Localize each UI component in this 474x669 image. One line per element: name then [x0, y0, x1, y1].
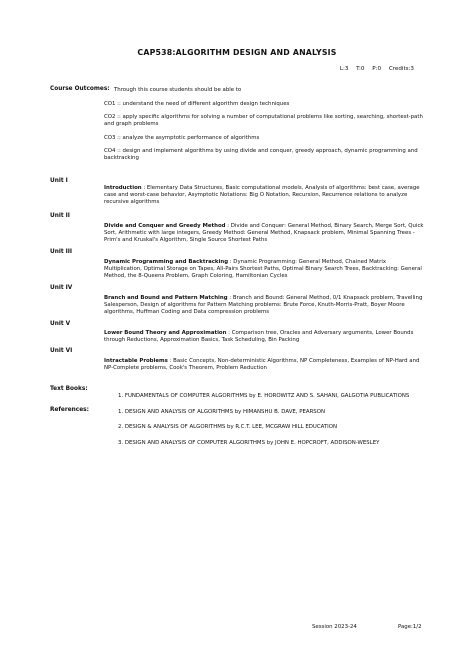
- lecture-hours: L:3: [339, 66, 349, 72]
- unit-3-label: Unit III: [50, 249, 73, 255]
- session-footer: Session 2023-24: [312, 624, 357, 630]
- unit-1-text: : Elementary Data Structures, Basic computational models, Analysis of algorithms: best case, average case and worst-case behavior, Asymptotic Notations: Big O Notation, Recursion, Recurrence relations to analyze recursive algorithms: [104, 185, 420, 206]
- unit-1-content: [104, 185, 424, 207]
- unit-5-text: : Comparison tree, Oracles and Adversary arguments, Lower Bounds through Reductions, Approximation Basics, Task Scheduling, Bin Packing: [104, 330, 414, 344]
- unit-1-heading: Introduction: [104, 185, 142, 191]
- course-outcomes-label: Course Outcomes:: [50, 86, 110, 92]
- credit-count: Credits:3: [388, 66, 414, 72]
- course-outcome-1: CO1 :: understand the need of different algorithm design techniques: [104, 101, 290, 107]
- reference-2: 2. DESIGN & ANALYSIS OF ALGORITHMS by R.C.T. LEE, MCGRAW HILL EDUCATION: [118, 424, 338, 430]
- unit-4-heading: Branch and Bound and Pattern Matching: [104, 295, 228, 301]
- reference-3: 3. DESIGN AND ANALYSIS OF COMPUTER ALGORITHMS by JOHN E. HOPCROFT, ADDISON-WESLEY: [118, 440, 380, 446]
- unit-4-content: [104, 295, 424, 317]
- unit-3-content: [104, 259, 424, 281]
- tutorial-hours: T:0: [356, 66, 365, 72]
- page-title: CAP538:ALGORITHM DESIGN AND ANALYSIS: [137, 48, 337, 57]
- unit-4-label: Unit IV: [50, 285, 73, 291]
- unit-3-heading: Dynamic Programming and Backtracking: [104, 259, 229, 265]
- unit-4-text: : Branch and Bound: General Method, 0/1 Knapsack problem, Travelling Salesperson, Design of algorithms for Pattern Matching problems: Brute Force, Knuth-Morris-Pratt, Boyer Moore algorithms, Huffman Coding and Data compression problems: [104, 295, 423, 316]
- references-label: References:: [50, 407, 89, 413]
- unit-6-label: Unit VI: [50, 348, 73, 354]
- unit-5-label: Unit V: [50, 321, 71, 327]
- course-outcome-3: CO3 :: analyze the asymptotic performance of algorithms: [104, 135, 260, 141]
- page-number: Page:1/2: [398, 624, 422, 630]
- unit-6-text: : Basic Concepts, Non-deterministic Algorithms, NP Completeness, Examples of NP-Hard and NP-Complete problems, Cook's Theorem, Problem Reduction: [104, 358, 420, 372]
- course-outcome-2: CO2 :: apply specific algorithms for solving a number of computational problems like sorting, searching, shortest-path and graph problems: [104, 114, 423, 128]
- unit-2-text: : Divide and Conquer: General Method, Binary Search, Merge Sort, Quick Sort, Arithmetic with large integers, Greedy Method: General Method, Knapsack problem, Minimal Spanning Trees - Prim's and Kruskal's Algorithm, Single Source Shortest Paths: [104, 223, 424, 244]
- practical-hours: P:0: [372, 66, 382, 72]
- unit-3-text: : Dynamic Programming: General Method, Chained Matrix Multiplication, Optimal Storage on Tapes, All-Pairs Shortest Paths, Optimal Binary Search Trees, Backtracking: General Method, the 8-Queens Problem, Graph Coloring, Hamiltonian Cycles: [104, 259, 422, 280]
- unit-2-heading: Divide and Conquer and Greedy Method: [104, 223, 226, 229]
- course-outcome-4: CO4 :: design and implement algorithms by using divide and conquer, greedy approach, dynamic programming and backtracking: [104, 148, 418, 162]
- course-outcomes-intro: Through this course students should be able to: [114, 87, 242, 93]
- unit-6-heading: Intractable Problems: [104, 358, 168, 364]
- unit-5-content: [104, 330, 424, 344]
- credits-line: [334, 66, 414, 72]
- text-book-1: 1. FUNDAMENTALS OF COMPUTER ALGORITHMS by E. HOROWITZ AND S. SAHANI, GALGOTIA PUBLICATIONS: [118, 393, 410, 399]
- unit-6-content: [104, 358, 424, 372]
- unit-1-label: Unit I: [50, 178, 68, 184]
- unit-2-label: Unit II: [50, 213, 70, 219]
- unit-2-content: [104, 223, 424, 245]
- unit-5-heading: Lower Bound Theory and Approximation: [104, 330, 227, 336]
- reference-1: 1. DESIGN AND ANALYSIS OF ALGORITHMS by HIMANSHU B. DAVE, PEARSON: [118, 409, 326, 415]
- text-books-label: Text Books:: [50, 386, 88, 392]
